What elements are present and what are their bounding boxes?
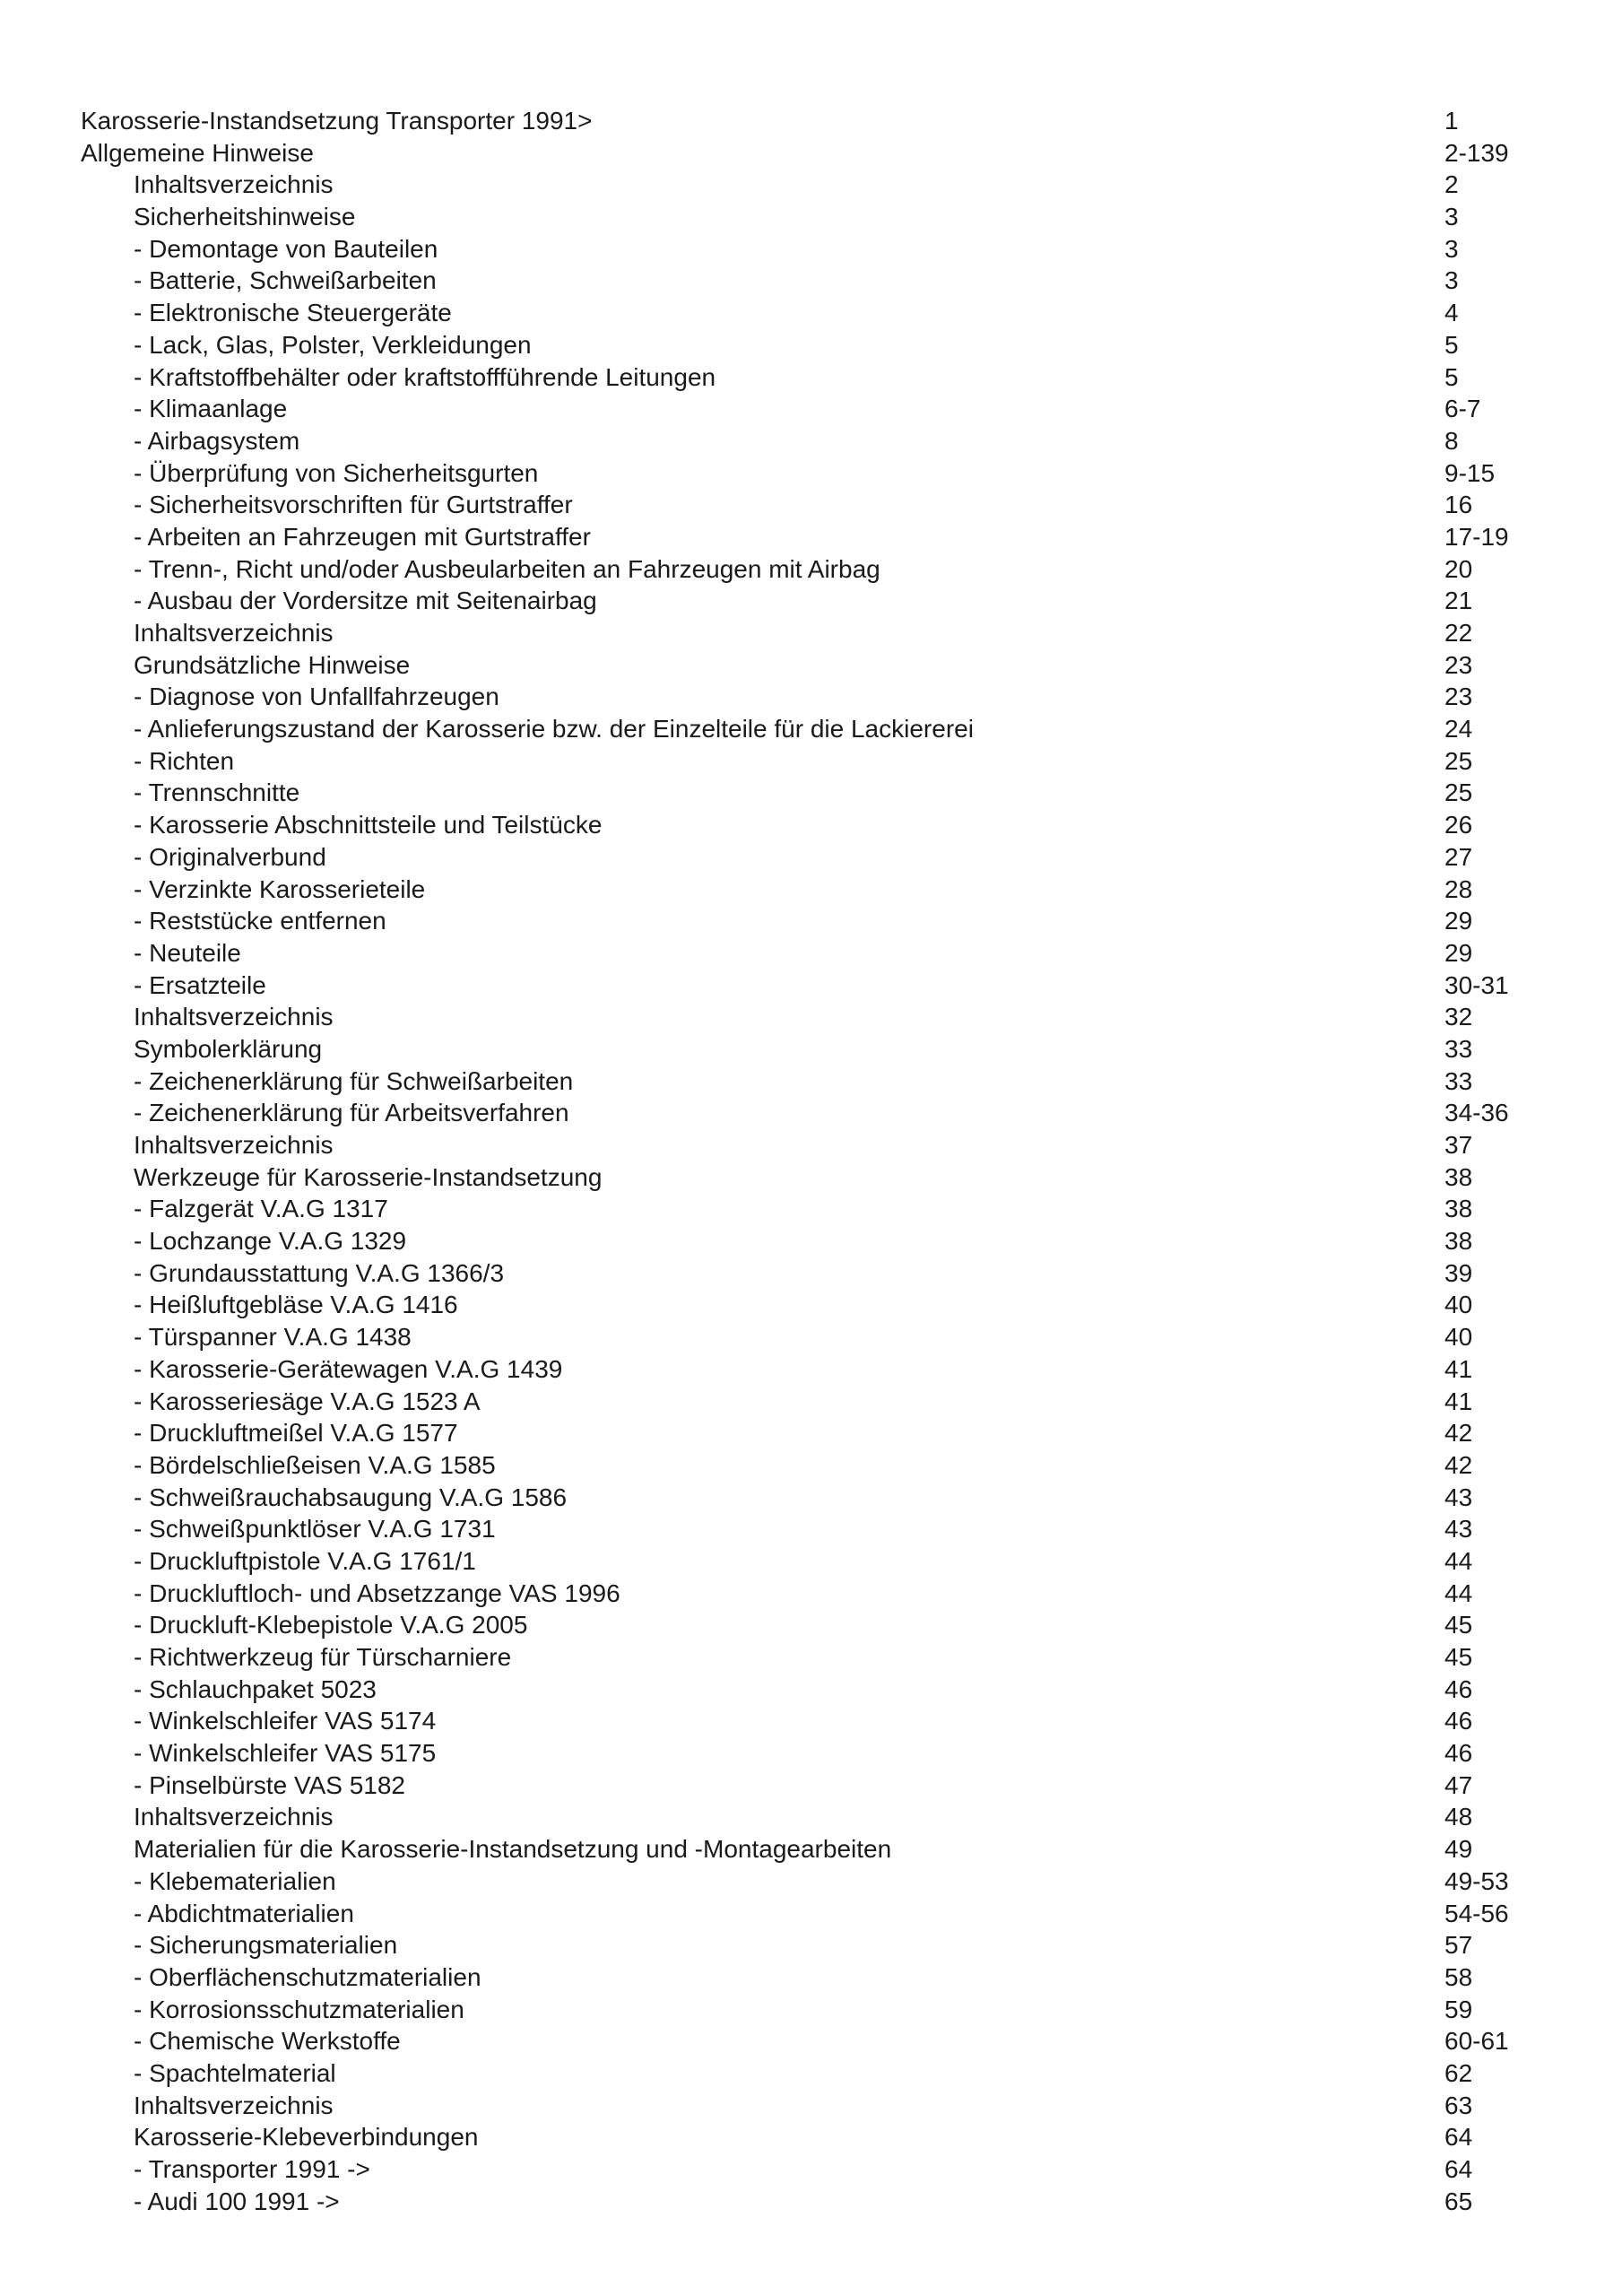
toc-entry-title: - Karosserie-Gerätewagen V.A.G 1439	[134, 1354, 563, 1383]
toc-entry-title: - Ausbau der Vordersitze mit Seitenairbag	[134, 587, 597, 615]
toc-entry-page: 46	[1444, 1739, 1473, 1768]
toc-entry-row	[0, 1961, 1622, 1994]
toc-entry-page: 60-61	[1444, 2027, 1509, 2056]
toc-entry-page: 43	[1444, 1483, 1473, 1511]
toc-entry-title: - Korrosionsschutzmaterialien	[134, 1995, 464, 2023]
toc-entry-title: - Zeichenerklärung für Arbeitsverfahren	[134, 1099, 569, 1127]
toc-entry-page: 17-19	[1444, 522, 1509, 551]
toc-entry-row	[0, 1386, 1622, 1418]
toc-entry-row	[0, 2121, 1622, 2153]
toc-entry-title: - Trennschnitte	[134, 778, 300, 807]
toc-entry-page: 4	[1444, 299, 1459, 327]
toc-section-row	[0, 105, 1622, 137]
toc-entry-page: 58	[1444, 1962, 1473, 1991]
toc-entry-page: 38	[1444, 1227, 1473, 1256]
toc-entry-page: 20	[1444, 554, 1473, 583]
toc-entry-title: Inhaltsverzeichnis	[134, 619, 334, 647]
toc-entry-row	[0, 233, 1622, 265]
toc-entry-row	[0, 1994, 1622, 2026]
toc-entry-page: 25	[1444, 778, 1473, 807]
toc-entry-row	[0, 681, 1622, 713]
toc-entry-row	[0, 1545, 1622, 1578]
toc-entry-page: 47	[1444, 1770, 1473, 1799]
toc-entry-page: 42	[1444, 1419, 1473, 1448]
toc-entry-row	[0, 201, 1622, 233]
toc-entry-row	[0, 553, 1622, 586]
toc-entry-page: 24	[1444, 715, 1473, 744]
toc-entry-page: 26	[1444, 811, 1473, 839]
toc-entry-page: 33	[1444, 1066, 1473, 1095]
toc-entry-page: 41	[1444, 1387, 1473, 1415]
toc-entry-title: - Audi 100 1991 ->	[134, 2187, 340, 2215]
toc-entry-row	[0, 1674, 1622, 1706]
toc-entry-row	[0, 905, 1622, 937]
toc-entry-page: 42	[1444, 1450, 1473, 1479]
toc-entry-row	[0, 265, 1622, 297]
toc-entry-page: 63	[1444, 2091, 1473, 2119]
toc-entry-title: - Druckluftmeißel V.A.G 1577	[134, 1419, 458, 1448]
toc-entry-title: - Sicherheitsvorschriften für Gurtstraffer	[134, 491, 573, 519]
toc-entry-row	[0, 1929, 1622, 1961]
toc-entry-row	[0, 1001, 1622, 1033]
toc-entry-row	[0, 1866, 1622, 1898]
toc-entry-title: - Klimaanlage	[134, 395, 288, 423]
toc-entry-row	[0, 874, 1622, 906]
toc-entry-row	[0, 745, 1622, 778]
toc-entry-title: Allgemeine Hinweise	[81, 138, 314, 167]
toc-entry-page: 64	[1444, 2123, 1473, 2152]
toc-entry-title: - Diagnose von Unfallfahrzeugen	[134, 683, 499, 711]
toc-entry-page: 44	[1444, 1578, 1473, 1607]
toc-entry-page: 57	[1444, 1931, 1473, 1960]
toc-entry-title: Symbolerklärung	[134, 1034, 323, 1063]
toc-entry-row	[0, 1898, 1622, 1930]
toc-entry-title: - Spachtelmaterial	[134, 2058, 336, 2087]
toc-entry-title: - Falzgerät V.A.G 1317	[134, 1195, 388, 1223]
toc-entry-title: - Lochzange V.A.G 1329	[134, 1227, 407, 1256]
toc-entry-title: - Überprüfung von Sicherheitsgurten	[134, 458, 539, 487]
toc-entry-title: - Heißluftgebläse V.A.G 1416	[134, 1291, 458, 1319]
toc-entry-row	[0, 1353, 1622, 1386]
toc-entry-page: 29	[1444, 907, 1473, 935]
toc-entry-page: 45	[1444, 1643, 1473, 1671]
toc-entry-page: 40	[1444, 1323, 1473, 1352]
toc-entry-page: 6-7	[1444, 395, 1481, 423]
toc-entry-row	[0, 1161, 1622, 1194]
toc-entry-page: 29	[1444, 938, 1473, 967]
toc-entry-page: 16	[1444, 491, 1473, 519]
toc-entry-row	[0, 937, 1622, 970]
toc-entry-page: 3	[1444, 203, 1459, 231]
toc-entry-row	[0, 1705, 1622, 1737]
toc-entry-row	[0, 1578, 1622, 1610]
toc-entry-row	[0, 1801, 1622, 1833]
toc-entry-row	[0, 297, 1622, 329]
toc-entry-row	[0, 1289, 1622, 1321]
toc-entry-title: - Originalverbund	[134, 842, 326, 871]
toc-entry-row	[0, 1129, 1622, 1161]
toc-entry-page: 3	[1444, 266, 1459, 295]
toc-entry-row	[0, 2090, 1622, 2122]
toc-entry-row	[0, 1609, 1622, 1641]
toc-entry-row	[0, 1737, 1622, 1770]
toc-entry-title: - Verzinkte Karosserieteile	[134, 874, 426, 903]
toc-entry-title: - Schweißpunktlöser V.A.G 1731	[134, 1515, 496, 1544]
toc-entry-page: 23	[1444, 683, 1473, 711]
toc-entry-title: Materialien für die Karosserie-Instandsetzung und -Montagearbeiten	[134, 1835, 892, 1864]
toc-entry-title: - Elektronische Steuergeräte	[134, 299, 452, 327]
toc-entry-row	[0, 2057, 1622, 2090]
toc-entry-page: 23	[1444, 650, 1473, 679]
toc-entry-page: 59	[1444, 1995, 1473, 2023]
toc-entry-row	[0, 1033, 1622, 1065]
toc-entry-title: - Winkelschleifer VAS 5175	[134, 1739, 437, 1768]
toc-entry-page: 32	[1444, 1003, 1473, 1031]
toc-entry-title: - Transporter 1991 ->	[134, 2155, 370, 2183]
toc-entry-page: 2-139	[1444, 138, 1509, 167]
toc-entry-title: - Neuteile	[134, 938, 241, 967]
toc-entry-page: 41	[1444, 1354, 1473, 1383]
toc-entry-page: 5	[1444, 362, 1459, 391]
toc-entry-title: - Batterie, Schweißarbeiten	[134, 266, 437, 295]
toc-entry-page: 3	[1444, 234, 1459, 263]
toc-entry-row	[0, 425, 1622, 457]
toc-entry-page: 8	[1444, 426, 1459, 455]
toc-entry-title: - Druckluftloch- und Absetzzange VAS 1996	[134, 1578, 620, 1607]
toc-entry-title: Sicherheitshinweise	[134, 203, 356, 231]
toc-entry-row	[0, 1641, 1622, 1674]
toc-entry-page: 46	[1444, 1674, 1473, 1703]
toc-entry-page: 49-53	[1444, 1866, 1509, 1895]
toc-entry-title: Inhaltsverzeichnis	[134, 1003, 334, 1031]
toc-entry-row	[0, 2153, 1622, 2186]
toc-entry-page: 64	[1444, 2155, 1473, 2183]
toc-entry-title: - Sicherungsmaterialien	[134, 1931, 398, 1960]
toc-entry-page: 33	[1444, 1034, 1473, 1063]
toc-entry-page: 34-36	[1444, 1099, 1509, 1127]
toc-entry-row	[0, 617, 1622, 649]
toc-entry-page: 65	[1444, 2187, 1473, 2215]
toc-entry-title: - Airbagsystem	[134, 426, 300, 455]
toc-entry-page: 46	[1444, 1707, 1473, 1735]
toc-entry-row	[0, 1482, 1622, 1514]
toc-entry-page: 39	[1444, 1258, 1473, 1287]
toc-entry-title: - Anlieferungszustand der Karosserie bzw. der Einzelteile für die Lackiererei	[134, 715, 974, 744]
toc-entry-page: 1	[1444, 107, 1459, 135]
toc-entry-title: - Chemische Werkstoffe	[134, 2027, 401, 2056]
toc-entry-title: Grundsätzliche Hinweise	[134, 650, 411, 679]
toc-entry-title: Karosserie-Instandsetzung Transporter 1991>	[81, 107, 593, 135]
toc-entry-title: - Grundausstattung V.A.G 1366/3	[134, 1258, 505, 1287]
toc-entry-row	[0, 521, 1622, 553]
toc-entry-row	[0, 457, 1622, 490]
toc-entry-page: 21	[1444, 587, 1473, 615]
toc-entry-row	[0, 1225, 1622, 1257]
toc-entry-page: 38	[1444, 1162, 1473, 1191]
toc-entry-row	[0, 489, 1622, 521]
toc-entry-title: - Türspanner V.A.G 1438	[134, 1323, 412, 1352]
toc-entry-title: Inhaltsverzeichnis	[134, 1803, 334, 1831]
toc-entry-page: 40	[1444, 1291, 1473, 1319]
toc-entry-row	[0, 361, 1622, 394]
toc-entry-page: 2	[1444, 170, 1459, 199]
toc-entry-title: - Trenn-, Richt und/oder Ausbeularbeiten an Fahrzeugen mit Airbag	[134, 554, 880, 583]
toc-entry-row	[0, 1257, 1622, 1290]
toc-entry-title: Inhaltsverzeichnis	[134, 2091, 334, 2119]
toc-entry-row	[0, 1321, 1622, 1353]
toc-entry-page: 5	[1444, 330, 1459, 359]
toc-entry-title: - Lack, Glas, Polster, Verkleidungen	[134, 330, 532, 359]
toc-entry-row	[0, 585, 1622, 617]
toc-entry-row	[0, 169, 1622, 201]
toc-entry-row	[0, 1513, 1622, 1545]
toc-entry-page: 22	[1444, 619, 1473, 647]
toc-entry-page: 62	[1444, 2058, 1473, 2087]
toc-entry-row	[0, 841, 1622, 874]
toc-entry-page: 38	[1444, 1195, 1473, 1223]
toc-entry-row	[0, 1770, 1622, 1802]
toc-entry-page: 9-15	[1444, 458, 1496, 487]
toc-entry-title: - Reststücke entfernen	[134, 907, 386, 935]
toc-entry-title: - Klebematerialien	[134, 1866, 336, 1895]
toc-entry-title: - Richtwerkzeug für Türscharniere	[134, 1643, 512, 1671]
toc-entry-title: - Kraftstoffbehälter oder kraftstoffführende Leitungen	[134, 362, 716, 391]
toc-entry-row	[0, 1097, 1622, 1129]
toc-entry-row	[0, 2025, 1622, 2057]
toc-entry-page: 43	[1444, 1515, 1473, 1544]
toc-entry-title: Inhaltsverzeichnis	[134, 1131, 334, 1159]
toc-entry-row	[0, 329, 1622, 361]
toc-entry-row	[0, 649, 1622, 682]
toc-entry-row	[0, 970, 1622, 1002]
toc-entry-page: 30-31	[1444, 970, 1509, 999]
toc-entry-title: - Karosserie Abschnittsteile und Teilstücke	[134, 811, 603, 839]
toc-entry-title: - Winkelschleifer VAS 5174	[134, 1707, 437, 1735]
toc-entry-row	[0, 1417, 1622, 1449]
toc-entry-title: - Ersatzteile	[134, 970, 266, 999]
toc-entry-title: Karosserie-Klebeverbindungen	[134, 2123, 479, 2152]
toc-entry-row	[0, 777, 1622, 809]
toc-entry-title: - Schlauchpaket 5023	[134, 1674, 377, 1703]
toc-entry-page: 44	[1444, 1546, 1473, 1575]
toc-entry-row	[0, 393, 1622, 425]
toc-entry-title: - Richten	[134, 746, 235, 775]
toc-entry-title: - Arbeiten an Fahrzeugen mit Gurtstraffer	[134, 522, 591, 551]
toc-entry-page: 28	[1444, 874, 1473, 903]
toc-entry-title: - Pinselbürste VAS 5182	[134, 1770, 405, 1799]
toc-entry-title: - Oberflächenschutzmaterialien	[134, 1962, 481, 1991]
toc-entry-page: 25	[1444, 746, 1473, 775]
toc-entry-row	[0, 1833, 1622, 1866]
toc-entry-title: - Abdichtmaterialien	[134, 1899, 354, 1927]
toc-entry-title: - Demontage von Bauteilen	[134, 234, 438, 263]
toc-entry-row	[0, 713, 1622, 745]
toc-entry-page: 27	[1444, 842, 1473, 871]
toc-entry-row	[0, 809, 1622, 841]
toc-entry-title: - Druckluft-Klebepistole V.A.G 2005	[134, 1611, 528, 1639]
toc-entry-row	[0, 1065, 1622, 1098]
toc-entry-title: - Schweißrauchabsaugung V.A.G 1586	[134, 1483, 568, 1511]
toc-entry-page: 49	[1444, 1835, 1473, 1864]
table-of-contents	[0, 105, 1622, 2217]
toc-entry-title: - Bördelschließeisen V.A.G 1585	[134, 1450, 496, 1479]
toc-entry-title: - Karosseriesäge V.A.G 1523 A	[134, 1387, 481, 1415]
toc-entry-row	[0, 1449, 1622, 1482]
toc-entry-title: Werkzeuge für Karosserie-Instandsetzung	[134, 1162, 603, 1191]
toc-entry-title: Inhaltsverzeichnis	[134, 170, 334, 199]
toc-section-row	[0, 137, 1622, 170]
toc-entry-title: - Druckluftpistole V.A.G 1761/1	[134, 1546, 476, 1575]
toc-entry-page: 45	[1444, 1611, 1473, 1639]
toc-entry-page: 54-56	[1444, 1899, 1509, 1927]
toc-entry-row	[0, 1193, 1622, 1225]
toc-entry-page: 48	[1444, 1803, 1473, 1831]
toc-entry-title: - Zeichenerklärung für Schweißarbeiten	[134, 1066, 574, 1095]
toc-entry-row	[0, 2186, 1622, 2218]
toc-entry-page: 37	[1444, 1131, 1473, 1159]
